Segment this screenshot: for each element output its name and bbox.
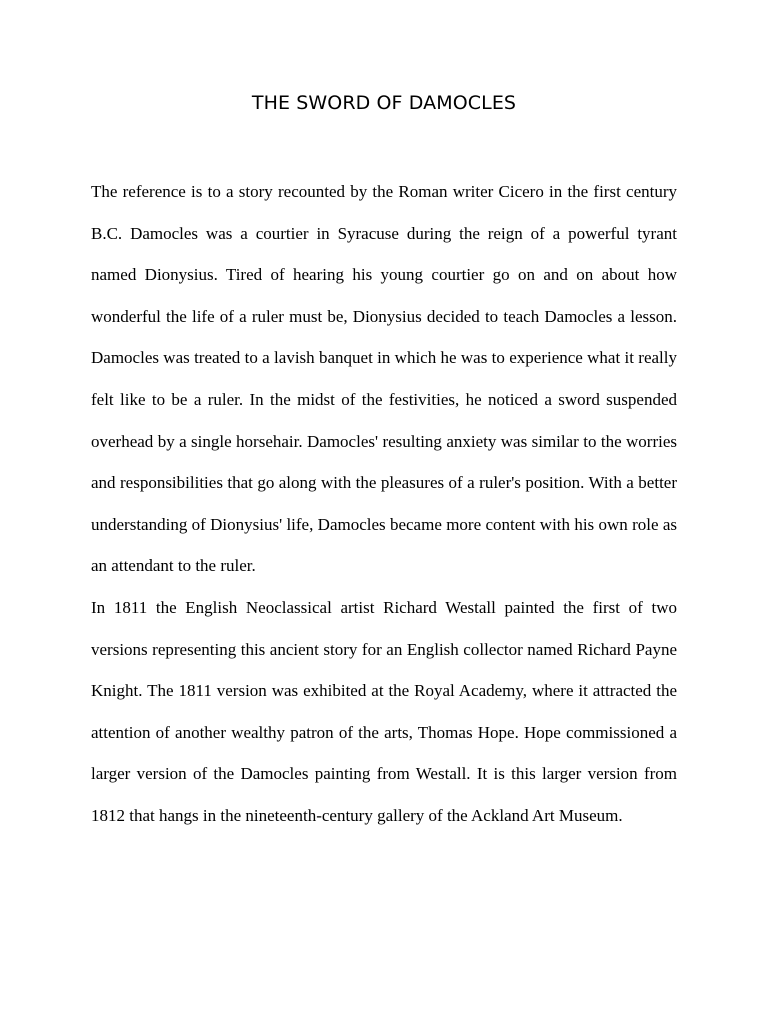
paragraph-cicero-story: The reference is to a story recounted by the Roman writer Cicero in the first century B.C. Damocles was a courtier in Syracuse during the reign of a powerful tyrant named Dionysius. Tired of hearing his young courtier go on and on about how wonderful the life of a ruler must be, Dionysius decided to teach Damocles a lesson. Damocles was treated to a lavish banquet in which he was to experience what it really felt like to be a ruler. In the midst of the festivities, he noticed a sword suspended overhead by a single horsehair. Damocles' resulting anxiety was similar to the worries and responsibilities that go along with the pleasures of a ruler's position. With a better understanding of Dionysius' life, Damocles became more content with his own role as an attendant to the ruler. bbox=[91, 182, 677, 576]
paragraph-westall-paintings: In 1811 the English Neoclassical artist Richard Westall painted the first of two versions representing this ancient story for an English collector named Richard Payne Knight. The 1811 version was exhibited at the Royal Academy, where it attracted the attention of another wealthy patron of the arts, Thomas Hope. Hope commissioned a larger version of the Damocles painting from Westall. It is this larger version from 1812 that hangs in the nineteenth-century gallery of the Ackland Art Museum. bbox=[91, 597, 677, 825]
document-body bbox=[91, 171, 677, 837]
document-title: THE SWORD OF DAMOCLES bbox=[251, 92, 517, 114]
